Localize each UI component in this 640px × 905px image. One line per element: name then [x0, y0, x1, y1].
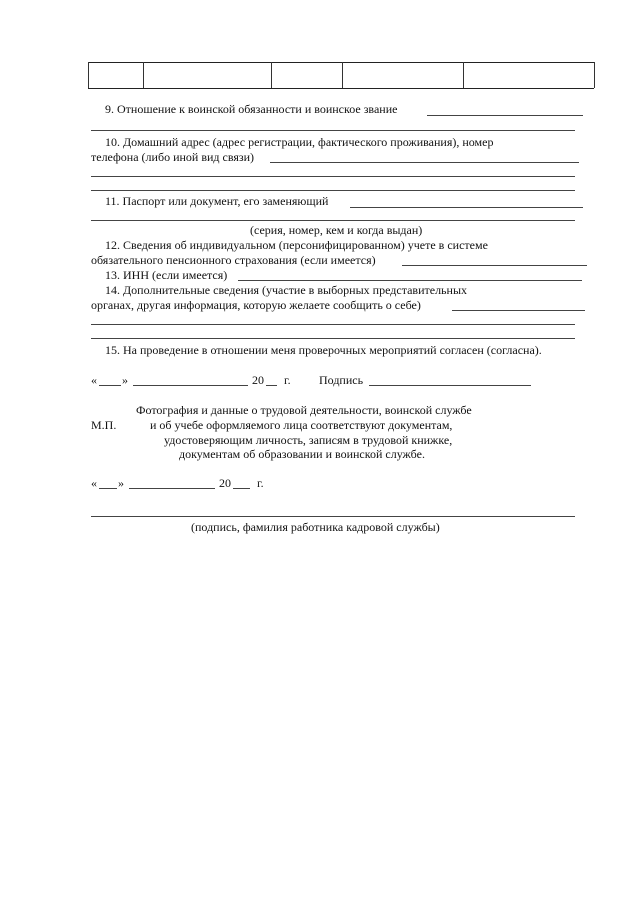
date-1-day-line[interactable]	[99, 385, 121, 386]
verification-text-4: документам об образовании и воинской службе.	[179, 447, 425, 461]
table-bottom-border	[88, 88, 594, 89]
field-13-line[interactable]	[238, 280, 582, 281]
date-1-open-quote: «	[91, 373, 97, 387]
table-cell-border	[271, 62, 272, 88]
field-14-label-2: органах, другая информация, которую желаете сообщить о себе)	[91, 298, 421, 312]
hr-signature-caption: (подпись, фамилия работника кадровой службы)	[191, 520, 440, 534]
field-12-label: 12. Сведения об индивидуальном (персонифицированном) учете в системе	[105, 238, 488, 252]
hr-signature-line[interactable]	[91, 516, 575, 517]
table-cell-border	[88, 62, 89, 88]
table-cell-border	[463, 62, 464, 88]
date-2-year-line[interactable]	[233, 488, 250, 489]
field-12-line[interactable]	[402, 265, 587, 266]
field-14-line[interactable]	[452, 310, 585, 311]
field-10-line-3[interactable]	[91, 190, 575, 191]
field-11-caption: (серия, номер, кем и когда выдан)	[250, 223, 423, 237]
verification-text-3: удостоверяющим личность, записям в трудовой книжке,	[164, 433, 453, 447]
field-9-line-2[interactable]	[91, 130, 575, 131]
field-15-label: 15. На проведение в отношении меня проверочных мероприятий согласен (согласна).	[105, 343, 542, 357]
date-1-suffix: г.	[284, 373, 291, 387]
signature-line[interactable]	[369, 385, 531, 386]
table-cell-border	[143, 62, 144, 88]
date-2-day-line[interactable]	[99, 488, 117, 489]
date-1-year-line[interactable]	[266, 385, 277, 386]
field-14-label: 14. Дополнительные сведения (участие в выборных представительных	[105, 283, 468, 297]
date-1-close-quote: »	[122, 373, 128, 387]
field-11-label: 11. Паспорт или документ, его заменяющий	[105, 194, 329, 208]
field-11-line-2[interactable]	[91, 220, 575, 221]
field-9-line[interactable]	[427, 115, 583, 116]
field-10-label: 10. Домашний адрес (адрес регистрации, фактического проживания), номер	[105, 135, 494, 149]
date-2-month-line[interactable]	[129, 488, 215, 489]
field-12-label-2: обязательного пенсионного страхования (если имеется)	[91, 253, 376, 267]
table-cell-border	[342, 62, 343, 88]
date-1-month-line[interactable]	[133, 385, 248, 386]
date-2-close-quote: »	[118, 476, 124, 490]
table-cell-border	[594, 62, 595, 88]
table-top-border	[88, 62, 594, 63]
date-2-suffix: г.	[257, 476, 264, 490]
field-14-line-2[interactable]	[91, 324, 575, 325]
field-10-label-2: телефона (либо иной вид связи)	[91, 150, 255, 164]
field-13-label: 13. ИНН (если имеется)	[105, 268, 228, 282]
verification-text-2: и об учебе оформляемого лица соответствуют документам,	[150, 418, 453, 432]
date-2-year: 20	[219, 476, 231, 490]
field-10-line[interactable]	[270, 162, 579, 163]
date-2-open-quote: «	[91, 476, 97, 490]
field-14-line-3[interactable]	[91, 338, 575, 339]
stamp-place-label: М.П.	[91, 418, 117, 432]
date-1-year: 20	[252, 373, 264, 387]
verification-text-1: Фотография и данные о трудовой деятельности, воинской службе	[136, 403, 472, 417]
field-10-line-2[interactable]	[91, 176, 575, 177]
signature-label: Подпись	[319, 373, 364, 387]
field-9-label: 9. Отношение к воинской обязанности и воинское звание	[105, 102, 398, 116]
field-11-line[interactable]	[350, 207, 583, 208]
